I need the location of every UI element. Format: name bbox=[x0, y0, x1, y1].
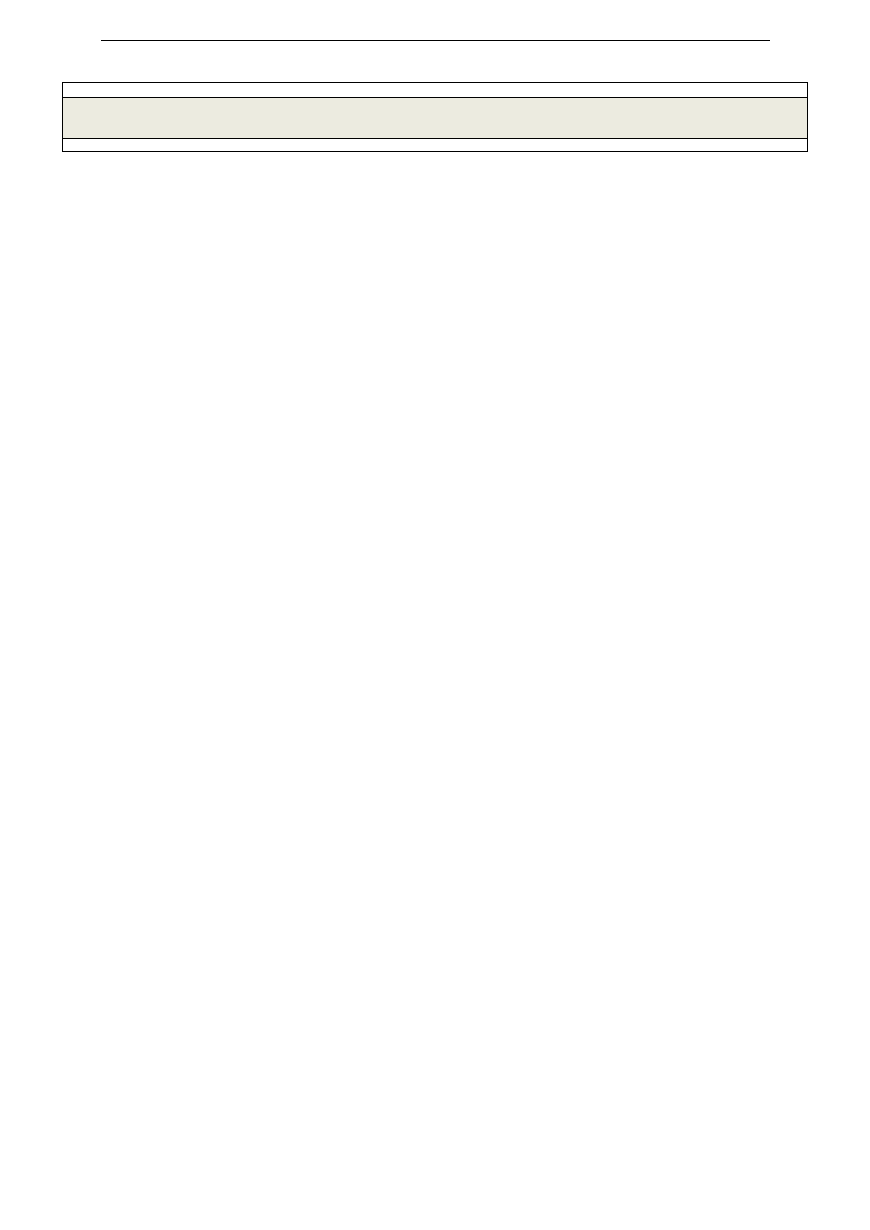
competencies-cell bbox=[63, 83, 807, 97]
header-rule bbox=[101, 40, 770, 41]
key-points-cell bbox=[63, 139, 807, 151]
section-header bbox=[63, 97, 807, 139]
lesson-plan-table bbox=[62, 82, 808, 152]
